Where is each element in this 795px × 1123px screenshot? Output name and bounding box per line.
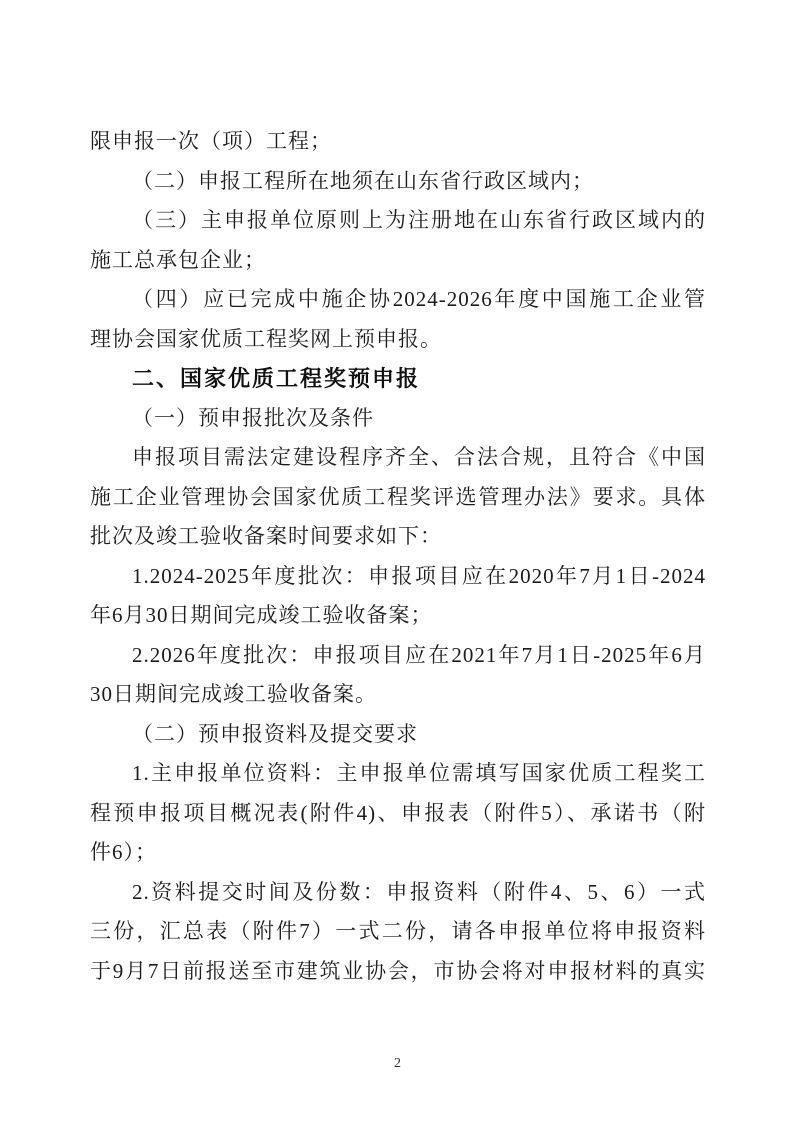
list-item-line: 于9月7日前报送至市建筑业协会，市协会将对申报材料的真实 xyxy=(90,958,706,983)
paragraph-line: 理协会国家优质工程奖网上预申报。 xyxy=(90,326,442,351)
list-item-line: 三份，汇总表（附件7）一式二份，请各申报单位将申报资料 xyxy=(90,919,706,943)
list-item-line: 程预申报项目概况表(附件4)、申报表（附件5）、承诺书（附 xyxy=(90,800,706,825)
list-item-line: 2.2026年度批次：申报项目应在2021年7月1日-2025年6月 xyxy=(132,642,706,667)
paragraph-line: （四）应已完成中施企协2024-2026年度中国施工企业管 xyxy=(132,287,706,311)
paragraph-line: 批次及竣工验收备案时间要求如下： xyxy=(90,524,442,548)
paragraph-line: 申报项目需法定建设程序齐全、合法合规，且符合《中国 xyxy=(132,445,706,469)
subsection-heading: （一）预申报批次及条件 xyxy=(132,405,374,430)
paragraph-line: 施工总承包企业； xyxy=(90,247,266,272)
paragraph-line: 施工企业管理协会国家优质工程奖评选管理办法》要求。具体 xyxy=(90,484,706,509)
list-item-line: 2.资料提交时间及份数：申报资料（附件4、5、6）一式 xyxy=(132,879,706,904)
list-item-line: 件6）； xyxy=(90,840,157,864)
paragraph-line: 限申报一次（项）工程； xyxy=(90,129,332,153)
list-item-line: 1.主申报单位资料：主申报单位需填写国家优质工程奖工 xyxy=(132,761,706,785)
list-item-line: 1.2024-2025年度批次：申报项目应在2020年7月1日-2024 xyxy=(132,563,706,588)
page-number: 2 xyxy=(394,1056,401,1071)
paragraph-line: （三）主申报单位原则上为注册地在山东省行政区域内的 xyxy=(132,208,706,232)
subsection-heading: （二）预申报资料及提交要求 xyxy=(132,721,418,746)
section-heading: 二、国家优质工程奖预申报 xyxy=(132,366,421,391)
list-item-line: 30日期间完成竣工验收备案。 xyxy=(90,682,377,706)
list-item-line: 年6月30日期间完成竣工验收备案； xyxy=(90,603,433,627)
paragraph-line: （二）申报工程所在地须在山东省行政区域内； xyxy=(132,168,594,193)
page-body-text xyxy=(90,122,706,991)
